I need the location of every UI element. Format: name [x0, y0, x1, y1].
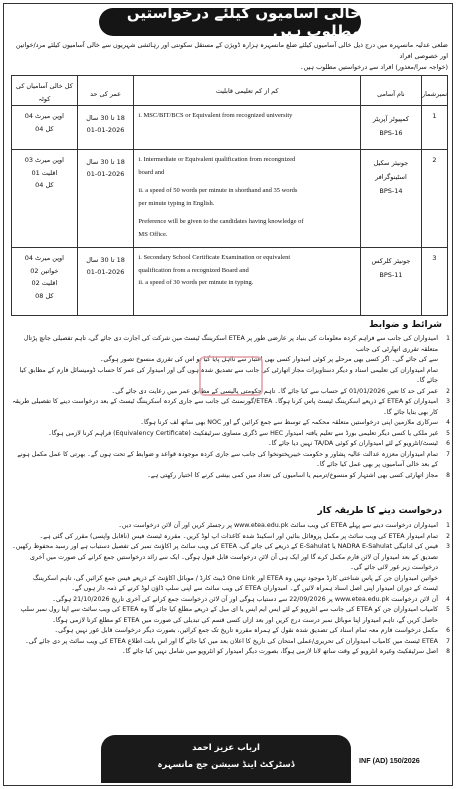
seat-quota: اوپن میرٹ 04 — [24, 112, 64, 120]
apply-title: درخواست دینے کا طریقہ کار — [317, 506, 442, 516]
cell-age — [77, 150, 134, 248]
list-item — [12, 471, 450, 482]
reference-number: INF (AD) 150/2026 — [359, 756, 420, 765]
list-item — [12, 532, 450, 543]
item-number: 8 — [446, 648, 450, 655]
header-seats: کل خالی آسامیاں کی کوٹہ — [12, 76, 78, 106]
qualification-line: Preference will be given to the candidates having knowledge of — [138, 218, 304, 226]
list-item — [12, 595, 450, 606]
item-number: 1 — [446, 522, 450, 529]
qualification-line: board and — [138, 168, 165, 176]
qualification-line: ii. a speed of 50 words per minute in shorthand and 35 words — [138, 187, 298, 195]
list-item — [12, 397, 450, 418]
qualification-line: i. Intermediate or Equivalent qualification from recongnized — [138, 156, 296, 163]
item-number: 6 — [446, 627, 450, 634]
item-number: 5 — [446, 606, 450, 613]
item-text: تمام امیدواران کی تعلیمی اسناد و دیگر دستاویزات مجاز اتھارٹی کی جانب سے تصدیق شدہ ہوں گی اور امیدوار کی عمر کا حساب ڈومیسائل فارم کے مطابق کیا جائے گا۔ — [19, 366, 438, 384]
qualification-line: per minute typing in English. — [138, 199, 215, 207]
cell-seats — [12, 248, 78, 316]
seat-quota: کل 04 — [35, 124, 54, 133]
seat-quota: کل 08 — [35, 291, 54, 300]
qualification-line: MS Office. — [138, 230, 168, 238]
seat-quota: کل 04 — [35, 181, 54, 189]
item-number: 4 — [446, 419, 450, 426]
table-header-row — [12, 76, 448, 106]
item-text: عمر کی حد کا تعین 01/01/2026 کے حساب سے کیا جائے گا۔ تاہم حکومتی پالیسی کے مطابق عمر میں رعایت دی جائے گی۔ — [111, 387, 438, 395]
table-row — [12, 248, 448, 316]
post-name: جونیئر کلرکس — [371, 257, 411, 265]
age-date: 01-01-2026 — [86, 170, 125, 178]
list-item — [12, 429, 450, 440]
cell-sn: 3 — [421, 248, 447, 316]
qualification-line: i. Secondary School Certificate Examination or equivalent — [138, 254, 291, 261]
list-item — [12, 616, 450, 627]
post-bps: BPS-16 — [379, 129, 403, 137]
cell-sn: 2 — [421, 150, 447, 248]
post-bps: BPS-11 — [379, 271, 403, 279]
signatory-title: ڈسٹرکٹ اینڈ سیشن جج مانسہرہ — [157, 760, 295, 770]
header-qualification: کم از کم تعلیمی قابلیت — [134, 76, 360, 106]
header-sn: نمبرشمار — [421, 76, 447, 106]
list-item — [12, 553, 450, 574]
item-number: 4 — [446, 595, 450, 603]
item-number: 2 — [446, 387, 450, 395]
list-item — [12, 450, 450, 471]
cell-name — [360, 106, 421, 150]
item-text: خواتین امیدواران جن کے پاس شناختی کارڈ موجود نہیں وہ ETEA اور One Link ڈیبٹ کارڈ / موبائل اکاؤنٹ کے ذریعے فیس جمع کرائیں گی، تاہم اسکریننگ — [32, 574, 438, 582]
header-age: عمر کی حد — [77, 76, 134, 106]
header-banner — [99, 4, 361, 40]
intro-text — [12, 40, 448, 73]
seat-quota: اوپن میرٹ 03 — [24, 156, 64, 164]
list-item — [12, 626, 450, 637]
item-text: ٹیسٹ/انٹرویو کے لئے امیدواران کو کوئی TA/DA نہیں دیا جائے گا۔ — [267, 440, 438, 447]
qualification-line: ii. a speed of 30 words per minute in typing. — [138, 279, 254, 287]
terms-title: شرائط و ضوابط — [369, 320, 442, 330]
item-text: تمام امیدواران معززہ عدالت عالیہ پشاور و حکومت خیبرپختونخوا کی جانب سے جاری کردہ موجودہ قواعد و ضوابط کے تحت ہوں گے۔ بھرتی کا عمل مکمل ہونے کے بعد خالی آسامیوں پر بھی عمل کیا جائے گا۔ — [17, 450, 438, 468]
seat-quota: اوپن میرٹ 04 — [24, 254, 64, 262]
list-item — [12, 542, 450, 553]
item-text: امیدواران کو ETEA کے ذریعے اسکریننگ ٹیسٹ پاس کرنا ہوگا۔ ETEA/گورنمنٹ کی جانب سے جاری کردہ اسکریننگ ٹیسٹ کے بعد درخواست دینے کا تفصیلی طریقہ کار بھی بتایا جائے گا۔ — [12, 398, 438, 416]
item-text: تمام امیدوار ETEA کی ویب سائٹ پر مکمل پروفائل بنائیں اور اسکینڈ شدہ کاغذات اپ لوڈ کریں۔ مقررہ ٹیسٹ فیس (ناقابل واپسی) مقرر کی گئی ہے۔ — [39, 532, 438, 540]
intro-line: ضلعی عدلیہ مانسہرہ میں درج ذیل خالی آسامیوں کیلئے ضلع مانسہرہ ہزارہ ڈویژن کے مستقل سکونتی اور رہائشی شہریوں سے خالی آسامیوں کیلئے مرد/خواتین اور خصوصی افراد — [15, 41, 448, 60]
age-range: 18 تا 30 سال — [86, 256, 125, 264]
item-text: ETEA ٹیسٹ میں کامیاب امیدواران کی تحریری/عملی امتحان کی تاریخ کا اعلان بعد میں کیا جائے گا اور اس بابت اطلاع ETEA کی ویب سائٹ پر دی جائے گی۔ — [25, 637, 438, 645]
header-name: نام آسامی — [360, 76, 421, 106]
header-title: خالی آسامیوں کیلئے درخواستیں مطلوب ہیں — [126, 4, 361, 40]
cell-seats — [12, 106, 78, 150]
signature-block — [101, 735, 351, 783]
item-text: حاصل کریں گے، تاہم امیدوار اپنا موبائل نمبر درست درج کریں اور بعد ازاں کسی قسم کی تبدیلی کی صورت میں ETEA کو مطلع کرنا لازمی ہوگا۔ — [52, 616, 438, 624]
item-text: امیدواران درخواست دینے سے پہلے ETEA کی ویب سائٹ www.etea.edu.pk پر رجسٹر کریں اور آن لائن درخواست دیں۔ — [118, 522, 438, 529]
apply-list — [12, 521, 450, 658]
qualification-line: i. MSC/BIT/BCS or Equivalent from recognized university — [138, 112, 293, 119]
cell-qualification — [134, 248, 360, 316]
cell-name — [360, 150, 421, 248]
list-item — [12, 584, 450, 595]
item-number: 8 — [446, 471, 450, 479]
item-text: ٹیسٹ کے دوران امیدوار اپنی اصل اسناد ہمراہ لائیں گے۔ امیدواران ETEA کی ویب سائٹ سے اپنی سلپ ڈاؤن لوڈ کرنے کے ذمہ دار ہوں گے۔ — [71, 585, 438, 592]
watermark-stamp — [199, 356, 263, 396]
seat-quota: اقلیت 02 — [31, 279, 58, 287]
item-number: 5 — [446, 429, 450, 437]
seat-quota: اقلیت 01 — [31, 168, 58, 177]
list-item — [12, 439, 450, 450]
item-text: مجاز اتھارٹی کسی بھی اشتہار کو منسوخ/ترمیم یا اسامیوں کی تعداد میں کمی بیشی کرنے کا اختیار رکھتی ہے۔ — [147, 471, 438, 479]
item-number: 1 — [446, 335, 450, 342]
item-text: فیس کی ادائیگی NADRA E-Sahulat یا E-Sahulat کے ذریعے کی جائے گی، ETEA کی ویب سائٹ پر اکاؤنٹ نمبر کی تفصیل دستیاب ہے اور رسید محفوظ رکھیں۔ — [12, 543, 438, 550]
item-number: 3 — [446, 543, 450, 550]
item-number: 3 — [446, 398, 450, 405]
cell-qualification — [134, 150, 360, 248]
age-range: 18 تا 30 سال — [86, 158, 125, 166]
table-row — [12, 150, 448, 248]
cell-age — [77, 106, 134, 150]
item-text: سے کی جائے گی۔ اگر کسی بھی مرحلے پر کوئی امیدوار کسی بھی اعتبار سے نااہل پایا گیا تو اس کی تقرری منسوخ تصور ہوگی۔ — [99, 356, 438, 363]
age-date: 01-01-2026 — [86, 268, 125, 276]
age-date: 01-01-2026 — [86, 126, 125, 134]
list-item — [12, 647, 450, 658]
table-row — [12, 106, 448, 150]
age-range: 18 تا 30 سال — [86, 114, 125, 122]
list-item — [12, 605, 450, 616]
item-text: مکمل درخواست فارم معہ تمام اسناد کی تصدیق شدہ نقول کے ہمراہ مقررہ تاریخ تک جمع کرائیں، بصورت دیگر درخواست قابل غور نہیں ہوگی۔ — [54, 627, 438, 634]
cell-qualification — [134, 106, 360, 150]
item-text: امیدواران کی جانب سے فراہم کردہ معلومات کی بنیاد پر عارضی طور پر ETEA اسکریننگ ٹیسٹ میں شرکت کی اجازت دی جائے گی، تاہم تفصیلی جانچ پڑتال متعلقہ تقرری اتھارٹی کی جانب — [23, 335, 438, 353]
signatory-name: ارباب عزیز احمد — [192, 743, 260, 753]
cell-name — [360, 248, 421, 316]
item-text: اصل سرٹیفکیٹ وغیرہ انٹرویو کے وقت ساتھ لانا لازمی ہوگا، بصورت دیگر امیدوار کو انٹرویو میں شامل نہیں کیا جائے گا۔ — [121, 648, 438, 655]
item-number: 7 — [446, 637, 450, 645]
item-text: سرکاری ملازمین اپنی درخواستیں متعلقہ محکمہ کے توسط سے جمع کرائیں گے اور NOC بھی ساتھ لف کرنا ہوگا۔ — [140, 419, 438, 426]
post-name: کمپیوٹر آپریٹر — [372, 115, 409, 123]
seat-quota: خواتین 02 — [30, 266, 59, 275]
item-text: آن لائن درخواست www.etea.edu.pk پر 22/09/2026 سے دستیاب ہوگی اور آن لائن درخواست جمع کرانے کی آخری تاریخ 21/10/2026 ہوگی۔ — [52, 595, 438, 603]
item-text: غیر ملکی یا کسی دیگر تعلیمی بورڈ سے تعلیم یافتہ امیدوار HEC سے ڈگری مساوی سرٹیفکیٹ (Equivalency Certificate) فراہم کرنا لازمی ہوگا۔ — [48, 429, 438, 437]
item-text: تصدیق کے بعد امیدوار آن لائن فارم مکمل کرے گا اور ایک ہی آن لائن درخواست قابل قبول ہوگی۔ ایک سے زائد درخواستیں جمع کرانے کی صورت میں آخری درخواست زیر غور لائی جائے گی۔ — [30, 553, 438, 571]
post-bps: BPS-14 — [379, 187, 403, 195]
list-item — [12, 521, 450, 532]
intro-line: (خواجہ سرا/معذور) افراد سے درخواستیں مطلوب ہیں۔ — [299, 63, 448, 71]
list-item — [12, 574, 450, 585]
cell-seats — [12, 150, 78, 248]
cell-age — [77, 248, 134, 316]
item-text: کامیاب امیدواران جن کو ETEA کی جانب سے انٹرویو کے لئے ایس ایم ایس یا ای میل کے ذریعے مطلع کیا جائے گا وہ ETEA کی ویب سائٹ سے اپنا رول نمبر سلپ — [20, 606, 438, 613]
list-item — [12, 637, 450, 648]
list-item — [12, 334, 450, 355]
item-number: 7 — [446, 450, 450, 458]
item-number: 2 — [446, 532, 450, 540]
post-name: جونیئر سکیل اسٹینوگرافر — [373, 159, 409, 181]
advertisement-page — [3, 3, 453, 786]
cell-sn: 1 — [421, 106, 447, 150]
posts-table — [11, 75, 448, 316]
list-item — [12, 418, 450, 429]
qualification-line: qualification from a recognized Board and — [138, 266, 249, 274]
item-number: 6 — [446, 440, 450, 447]
